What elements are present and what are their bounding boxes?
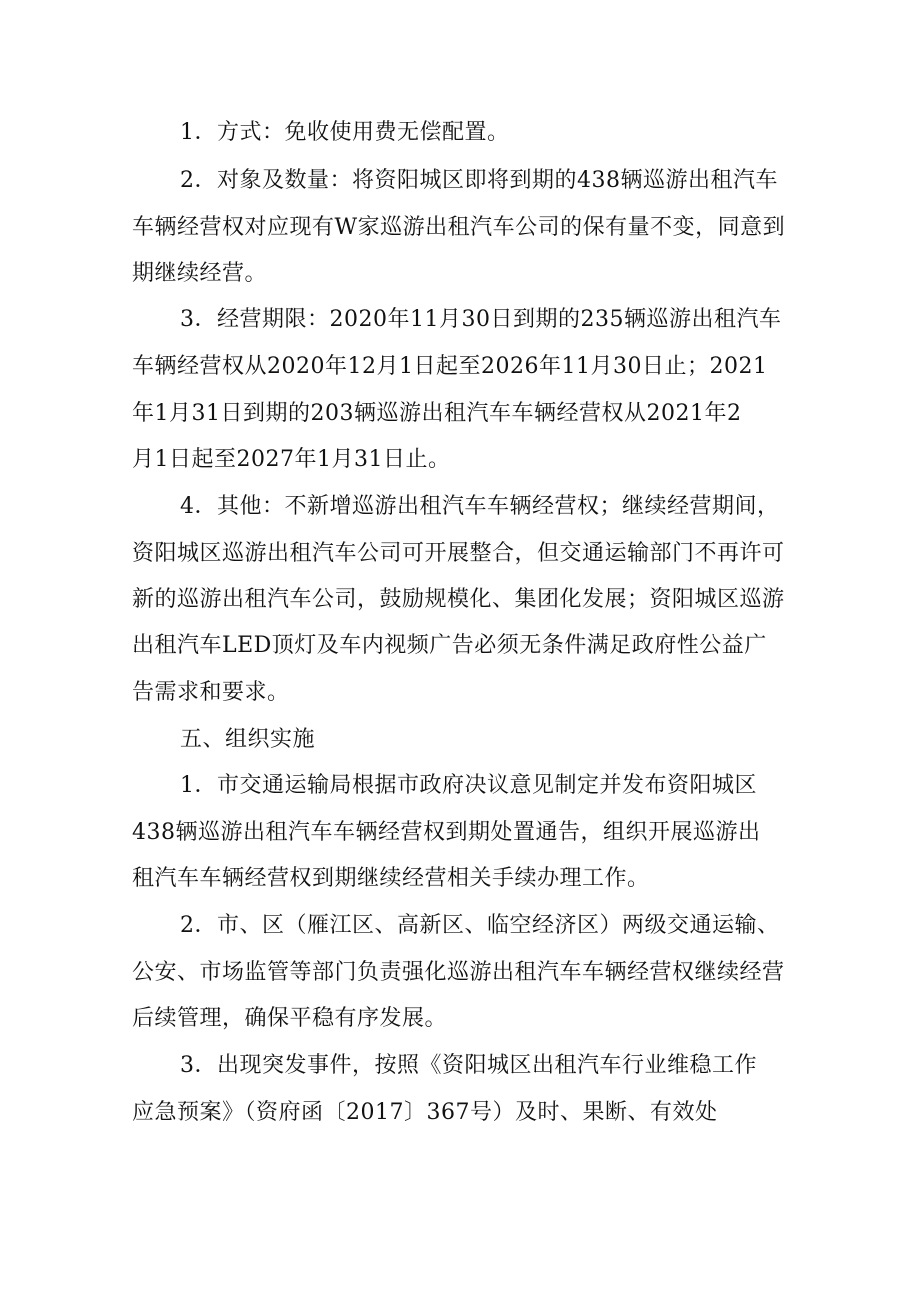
- paragraph-impl-1-line-1: 1．市交通运输局根据市政府决议意见制定并发布资阳城区: [180, 773, 757, 798]
- paragraph-other-line-3: 新的巡游出租汽车公司，鼓励规模化、集团化发展；资阳城区巡游: [132, 587, 785, 612]
- paragraph-other-line-4: 出租汽车LED顶灯及车内视频广告必须无条件满足政府性公益广: [132, 633, 767, 658]
- paragraph-period-line-2: 车辆经营权从2020年12月1日起至2026年11月30日止；2021: [132, 354, 768, 379]
- paragraph-period-line-3: 年1月31日到期的203辆巡游出租汽车车辆经营权从2021年2: [132, 401, 742, 426]
- paragraph-impl-2-line-1: 2．市、区（雁江区、高新区、临空经济区）两级交通运输、: [180, 913, 780, 938]
- paragraph-impl-3-line-1: 3．出现突发事件，按照《资阳城区出租汽车行业维稳工作: [180, 1053, 757, 1078]
- section-heading: 五、组织实施: [180, 727, 316, 752]
- paragraph-impl-3-line-2: 应急预案》（资府函〔2017〕367号）及时、果断、有效处: [132, 1100, 718, 1125]
- paragraph-target-line-2: 车辆经营权对应现有W家巡游出租汽车公司的保有量不变，同意到: [132, 215, 786, 240]
- paragraph-impl-1-line-3: 租汽车车辆经营权到期继续经营相关手续办理工作。: [132, 866, 650, 891]
- paragraph-target-line-1: 2．对象及数量：将资阳城区即将到期的438辆巡游出租汽车: [180, 168, 778, 193]
- paragraph-other-line-2: 资阳城区巡游出租汽车公司可开展整合，但交通运输部门不再许可: [132, 541, 785, 566]
- paragraph-impl-2-line-2: 公安、市场监管等部门负责强化巡游出租汽车车辆经营权继续经营: [132, 960, 785, 985]
- paragraph-period-line-4: 月1日起至2027年1月31日止。: [132, 447, 451, 472]
- paragraph-impl-1-line-2: 438辆巡游出租汽车车辆经营权到期处置通告，组织开展巡游出: [132, 820, 761, 845]
- paragraph-other-line-5: 告需求和要求。: [132, 680, 290, 705]
- paragraph-target-line-3: 期继续经营。: [132, 261, 268, 286]
- paragraph-other-line-1: 4．其他：不新增巡游出租汽车车辆经营权；继续经营期间，: [180, 494, 780, 519]
- paragraph-period-line-1: 3．经营期限：2020年11月30日到期的235辆巡游出租汽车: [180, 307, 782, 332]
- paragraph-method-line-1: 1．方式：免收使用费无偿配置。: [180, 120, 510, 145]
- paragraph-impl-2-line-3: 后续管理，确保平稳有序发展。: [132, 1006, 448, 1031]
